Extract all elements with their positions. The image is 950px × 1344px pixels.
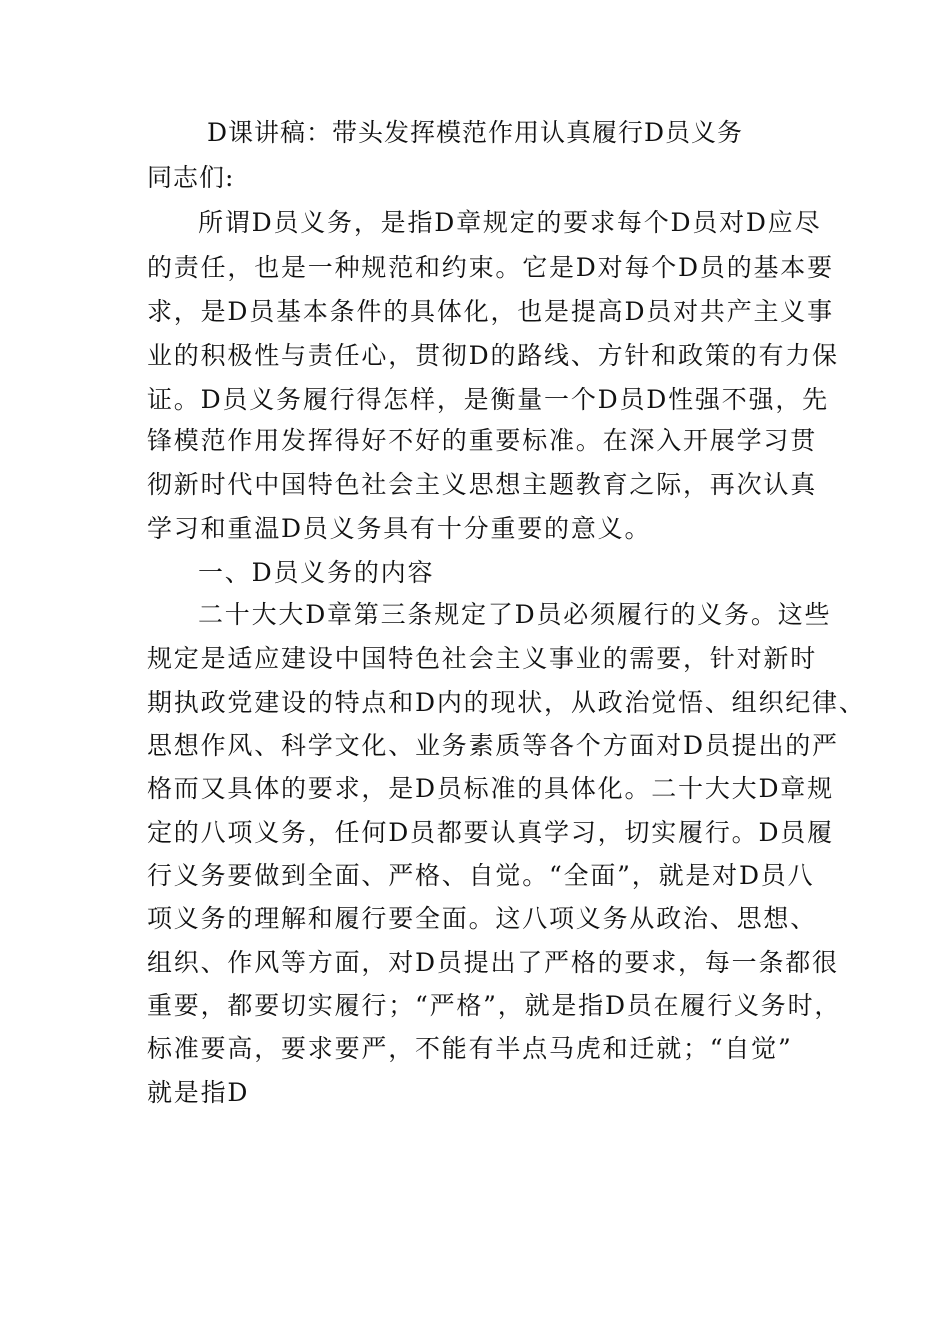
body-line: 重要，都要切实履行；“严格”，就是指D员在履行义务时， [147,991,842,1020]
body-line: 规定是适应建设中国特色社会主义事业的需要，针对新时 [147,644,818,673]
body-line: 期执政党建设的特点和D内的现状，从政治觉悟、组织纪律、 [147,688,866,717]
body-line: 证。D员义务履行得怎样，是衡量一个D员D性强不强，先 [147,385,829,414]
body-line: 锋模范作用发挥得好不好的重要标准。在深入开展学习贯 [147,426,818,455]
body-line: 求，是D员基本条件的具体化，也是提高D员对共产主义事 [147,297,834,326]
body-line: 标准要高，要求要严，不能有半点马虎和迁就；“自觉” [147,1034,793,1063]
body-line: 彻新时代中国特色社会主义思想主题教育之际，再次认真 [147,470,818,499]
body-line: 行义务要做到全面、严格、自觉。“全面”，就是对D员八 [147,861,815,890]
body-line: 定的八项义务，任何D员都要认真学习，切实履行。D员履 [147,818,834,847]
body-line: 二十大大D章第三条规定了D员必须履行的义务。这些 [198,600,832,629]
body-line: 的责任，也是一种规范和约束。它是D对每个D员的基本要 [147,253,834,282]
body-line: 思想作风、科学文化、业务素质等各个方面对D员提出的严 [147,731,839,760]
body-line: 格而又具体的要求，是D员标准的具体化。二十大大D章规 [147,774,834,803]
body-line: 组织、作风等方面，对D员提出了严格的要求，每一条都很 [147,948,839,977]
body-line: 所谓D员义务，是指D章规定的要求每个D员对D应尽 [198,208,822,237]
document-title: D课讲稿：带头发挥模范作用认真履行D员义务 [206,118,744,147]
salutation: 同志们: [147,163,235,192]
section-heading: 一、D员义务的内容 [198,558,435,587]
body-line: 业的积极性与责任心，贯彻D的路线、方针和政策的有力保 [147,341,839,370]
body-line: 项义务的理解和履行要全面。这八项义务从政治、思想、 [147,904,818,933]
body-line: 就是指D [147,1078,250,1107]
body-line: 学习和重温D员义务具有十分重要的意义。 [147,514,652,543]
